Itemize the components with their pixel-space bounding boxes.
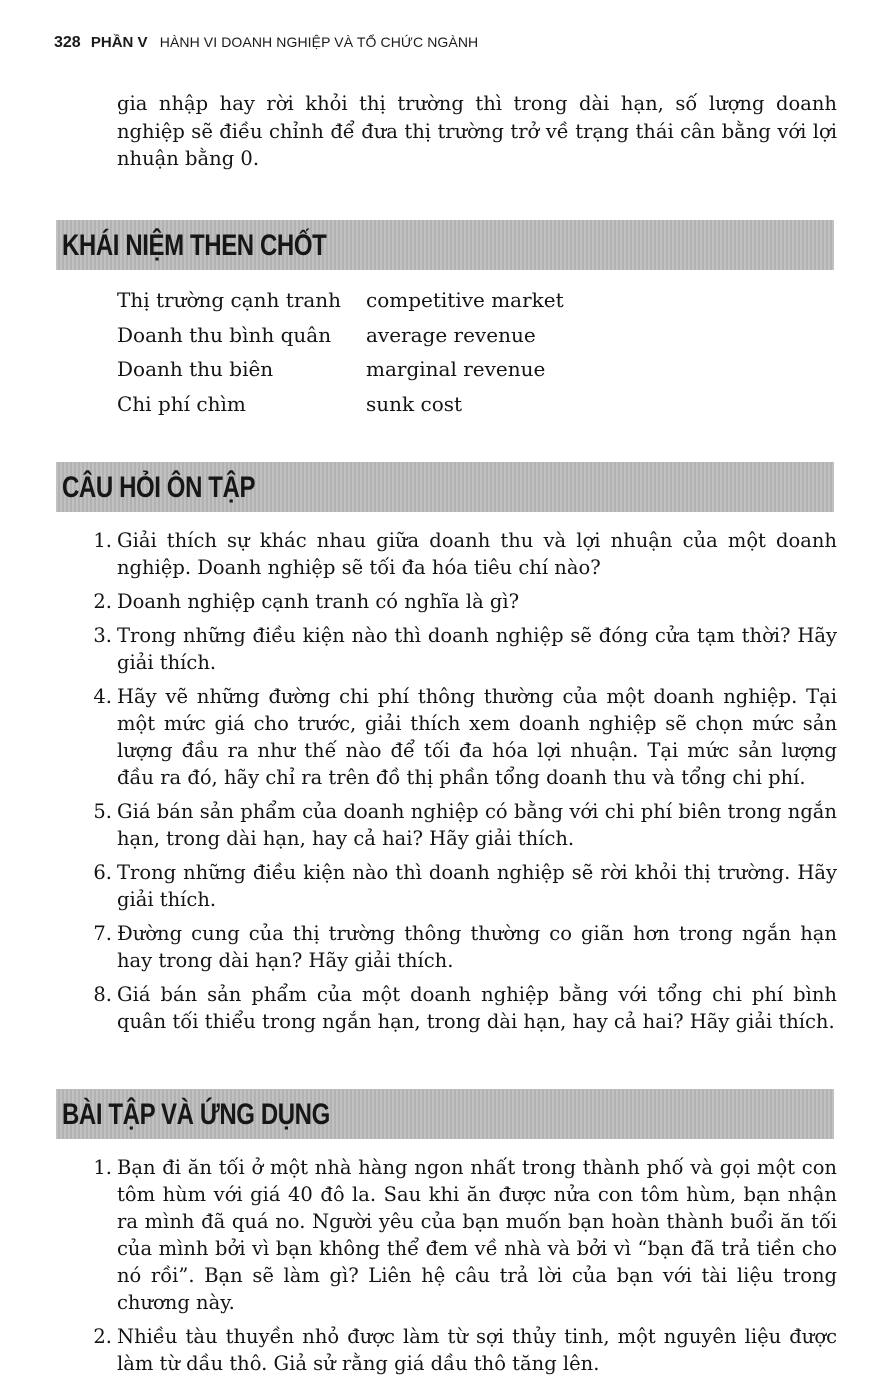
page-number: 328 xyxy=(54,34,81,51)
item-text: Giải thích sự khác nhau giữa doanh thu và lợi nhuận của một doanh nghiệp. Doanh nghiệp sẽ tối đa hóa tiêu chí nào? xyxy=(117,529,837,579)
term-english: average revenue xyxy=(366,322,536,347)
item-number: 1. xyxy=(93,1156,112,1179)
term-vietnamese: Chi phí chìm xyxy=(117,391,246,416)
term-vietnamese: Thị trường cạnh tranh xyxy=(117,288,342,312)
item-number: 4. xyxy=(93,685,112,708)
key-concepts-band xyxy=(56,220,834,270)
item-text: Nhiều tàu thuyền nhỏ được làm từ sợi thủy tinh, một nguyên liệu được làm từ dầu thô. Giả sử rằng giá dầu thô tăng lên. xyxy=(117,1325,837,1375)
term-english: competitive market xyxy=(366,288,564,312)
item-text: Doanh nghiệp cạnh tranh có nghĩa là gì? xyxy=(117,590,520,613)
item-number: 5. xyxy=(93,800,112,823)
running-header xyxy=(54,34,478,52)
item-number: 8. xyxy=(93,983,112,1006)
list-item xyxy=(80,1323,840,1377)
list-item xyxy=(80,981,840,1035)
list-item xyxy=(80,859,840,913)
list-item xyxy=(80,527,840,581)
term-vietnamese: Doanh thu biên xyxy=(117,357,274,381)
term-vietnamese: Doanh thu bình quân xyxy=(117,322,332,347)
item-number: 1. xyxy=(93,529,112,552)
exercises-title: BÀI TẬP VÀ ỨNG DỤNG xyxy=(62,1098,330,1131)
exercises-band xyxy=(56,1089,834,1139)
item-text: Hãy vẽ những đường chi phí thông thường của một doanh nghiệp. Tại một mức giá cho trước, giải thích xem doanh nghiệp sẽ chọn mức sản lượng đầu ra như thế nào để tối đa hóa lợi nhuận. Tại mức sản lượng đầu ra đó, hãy chỉ ra trên đồ thị phần tổng doanh thu và tổng chi phí. xyxy=(117,685,837,789)
term-row xyxy=(117,285,717,320)
term-row xyxy=(117,354,717,389)
term-row xyxy=(117,389,717,424)
list-item xyxy=(80,683,840,791)
item-text: Trong những điều kiện nào thì doanh nghiệp sẽ đóng cửa tạm thời? Hãy giải thích. xyxy=(117,624,837,674)
chapter-title: HÀNH VI DOANH NGHIỆP VÀ TỔ CHỨC NGÀNH xyxy=(159,34,479,50)
item-text: Giá bán sản phẩm của một doanh nghiệp bằng với tổng chi phí bình quân tối thiểu trong ngắn hạn, trong dài hạn, hay cả hai? Hãy giải thích. xyxy=(117,983,837,1033)
review-questions-title: CÂU HỎI ÔN TẬP xyxy=(62,471,256,504)
term-row xyxy=(117,320,717,355)
term-english: marginal revenue xyxy=(366,357,546,381)
item-number: 7. xyxy=(93,922,112,945)
list-item xyxy=(80,588,840,615)
term-english: sunk cost xyxy=(366,391,463,416)
review-questions-list xyxy=(80,527,840,1035)
item-text: Giá bán sản phẩm của doanh nghiệp có bằng với chi phí biên trong ngắn hạn, trong dài hạn, hay cả hai? Hãy giải thích. xyxy=(117,800,837,850)
item-number: 2. xyxy=(93,1325,112,1348)
list-item xyxy=(80,920,840,974)
item-text: Bạn đi ăn tối ở một nhà hàng ngon nhất trong thành phố và gọi một con tôm hùm với giá 40 đô la. Sau khi ăn được nửa con tôm hùm, bạn nhận ra mình đã quá no. Người yêu của bạn muốn bạn hoàn thành buổi ăn tối của mình bởi vì bạn không thể đem về nhà và bởi vì “bạn đã trả tiền cho nó rồi”. Bạn sẽ làm gì? Liên hệ câu trả lời của bạn với tài liệu trong chương này. xyxy=(117,1156,837,1314)
list-item xyxy=(80,798,840,852)
intro-paragraph: gia nhập hay rời khỏi thị trường thì trong dài hạn, số lượng doanh nghiệp sẽ điều chỉnh để đưa thị trường trở về trạng thái cân bằng với lợi nhuận bằng 0. xyxy=(117,92,837,170)
part-label: PHẦN V xyxy=(90,34,148,51)
list-item xyxy=(80,622,840,676)
item-number: 2. xyxy=(93,590,112,613)
item-number: 3. xyxy=(93,624,112,647)
item-text: Trong những điều kiện nào thì doanh nghiệp sẽ rời khỏi thị trường. Hãy giải thích. xyxy=(117,861,837,911)
exercises-list xyxy=(80,1154,840,1377)
item-text: Đường cung của thị trường thông thường co giãn hơn trong ngắn hạn hay trong dài hạn? Hãy giải thích. xyxy=(117,922,837,972)
key-concepts-title: KHÁI NIỆM THEN CHỐT xyxy=(62,229,327,262)
review-questions-band xyxy=(56,462,834,512)
item-number: 6. xyxy=(93,861,112,884)
list-item xyxy=(80,1154,840,1316)
key-concepts-list xyxy=(117,285,717,423)
